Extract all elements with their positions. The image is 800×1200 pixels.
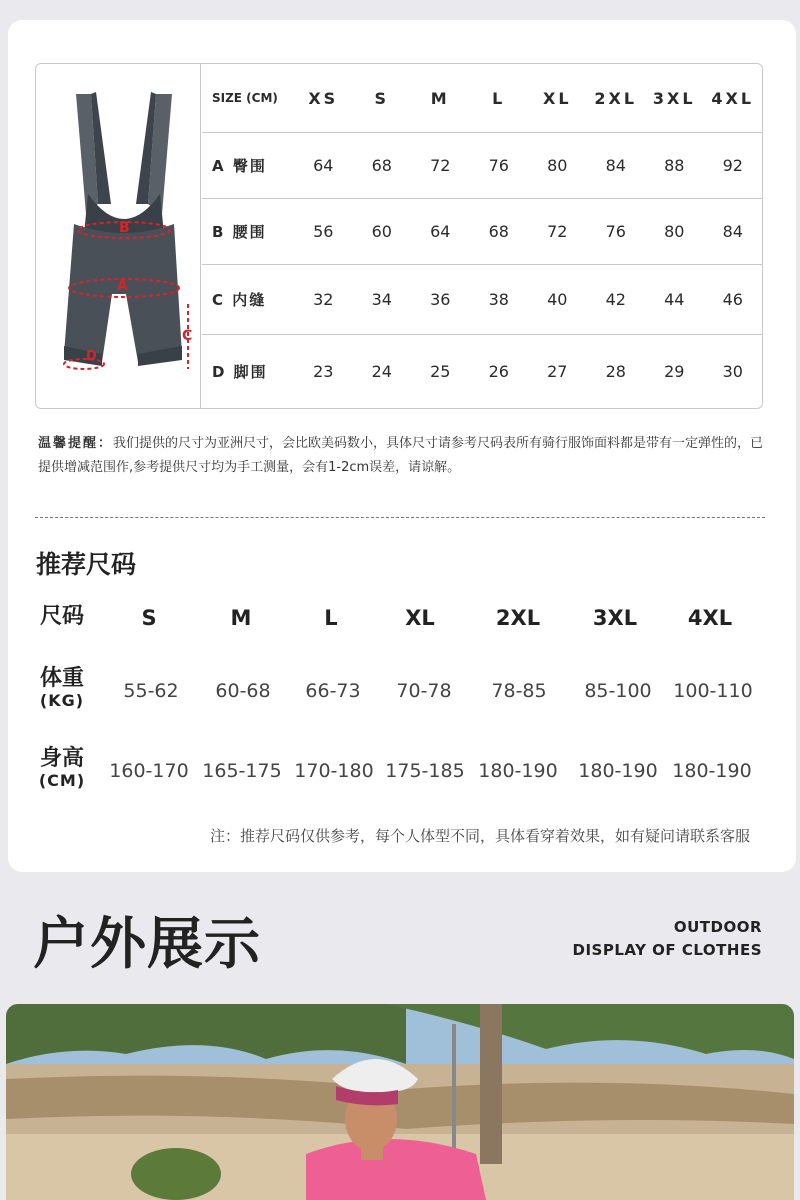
row-label: C 内缝 — [212, 291, 267, 309]
size-chart-card — [8, 20, 796, 872]
table-cell: 26 — [488, 362, 509, 381]
table-cell: 76 — [488, 156, 509, 175]
size-header-row — [202, 64, 762, 132]
table-cell: 72 — [430, 156, 451, 175]
table-cell: 60 — [371, 222, 392, 241]
recommend-size-row — [8, 604, 796, 634]
height-cell: 165-175 — [202, 760, 282, 782]
recommend-size-cell: 3XL — [592, 606, 638, 630]
table-cell: 40 — [547, 290, 568, 309]
table-cell: 92 — [722, 156, 743, 175]
weight-cell: 70-78 — [396, 680, 452, 702]
marker-a: A — [117, 278, 128, 294]
table-row — [202, 334, 762, 408]
table-cell: 24 — [371, 362, 392, 381]
height-cell: 180-190 — [578, 760, 658, 782]
weight-cell: 60-68 — [215, 680, 271, 702]
recommend-size-cell: 4XL — [687, 606, 733, 630]
table-cell: 29 — [664, 362, 685, 381]
table-row — [202, 198, 762, 264]
recommend-weight-row — [8, 666, 796, 716]
height-cell: 170-180 — [294, 760, 374, 782]
table-cell: 84 — [722, 222, 743, 241]
size-table — [35, 63, 763, 409]
height-cell: 160-170 — [109, 760, 189, 782]
table-cell: 44 — [664, 290, 685, 309]
size-header-cell: 2XL — [594, 88, 638, 108]
size-header-cell: M — [430, 88, 450, 108]
table-cell: 80 — [547, 156, 568, 175]
table-cell: 38 — [488, 290, 509, 309]
outdoor-subtitle-line1: OUTDOOR — [673, 918, 762, 936]
height-cell: 180-190 — [478, 760, 558, 782]
weight-cell: 85-100 — [584, 680, 652, 702]
size-notice — [38, 432, 768, 480]
table-cell: 30 — [722, 362, 743, 381]
table-cell: 68 — [488, 222, 509, 241]
row-label: B 腰围 — [212, 223, 267, 241]
recommend-title: 推荐尺码 — [36, 550, 137, 579]
recommend-size-cell: 2XL — [495, 606, 541, 630]
recommend-size-cell: XL — [405, 606, 435, 630]
size-header-cell: 4XL — [711, 88, 755, 108]
height-label: 身高 (CM) — [38, 746, 86, 790]
height-cell: 175-185 — [385, 760, 465, 782]
table-cell: 28 — [605, 362, 626, 381]
table-cell: 23 — [313, 362, 334, 381]
outdoor-photo — [6, 1004, 794, 1200]
weight-cell: 100-110 — [673, 680, 753, 702]
size-header-cell: XL — [542, 88, 572, 108]
marker-d: D — [86, 349, 97, 364]
table-row — [202, 132, 762, 198]
notice-text: 我们提供的尺寸为亚洲尺寸，会比欧美码数小，具体尺寸请参考尺码表所有骑行服饰面料都是带有一定弹性的，已提供增减范围作,参考提供尺寸均为手工测量，会有1-2cm误差，请谅解。 — [38, 436, 764, 475]
table-cell: 84 — [605, 156, 626, 175]
recommend-size-cell: L — [324, 606, 338, 630]
recommend-height-row — [8, 746, 796, 796]
outdoor-title: 户外展示 — [33, 912, 261, 977]
table-cell: 46 — [722, 290, 743, 309]
bib-shorts-image — [36, 64, 201, 408]
table-cell: 64 — [313, 156, 334, 175]
row-label: A 臀围 — [212, 157, 267, 175]
recommend-size-label: 尺码 — [39, 604, 84, 629]
size-header-cell: 3XL — [652, 88, 696, 108]
table-cell: 32 — [313, 290, 334, 309]
size-header-label: SIZE (CM) — [212, 91, 278, 105]
recommend-size-cell: M — [230, 606, 252, 630]
table-cell: 64 — [430, 222, 451, 241]
table-cell: 42 — [605, 290, 626, 309]
table-row — [202, 264, 762, 334]
table-cell: 27 — [547, 362, 568, 381]
table-cell: 36 — [430, 290, 451, 309]
marker-b: B — [119, 220, 130, 236]
size-grid — [202, 64, 762, 408]
size-header-cell: XS — [308, 88, 339, 108]
table-cell: 68 — [371, 156, 392, 175]
notice-label: 温馨提醒： — [38, 436, 114, 451]
table-cell: 34 — [371, 290, 392, 309]
size-header-cell: S — [374, 88, 390, 108]
weight-cell: 55-62 — [123, 680, 179, 702]
marker-c: C — [182, 328, 193, 344]
recommend-size-cell: S — [141, 606, 157, 630]
weight-cell: 78-85 — [491, 680, 547, 702]
table-cell: 76 — [605, 222, 626, 241]
weight-cell: 66-73 — [305, 680, 361, 702]
dashed-divider — [35, 517, 765, 518]
size-header-cell: L — [492, 88, 506, 108]
table-cell: 80 — [664, 222, 685, 241]
recommend-note: 注：推荐尺码仅供参考，每个人体型不同，具体看穿着效果，如有疑问请联系客服 — [209, 827, 750, 845]
outdoor-subtitle-line2: DISPLAY OF CLOTHES — [572, 941, 762, 959]
table-cell: 72 — [547, 222, 568, 241]
row-label: D 脚围 — [212, 363, 268, 381]
height-cell: 180-190 — [672, 760, 752, 782]
outdoor-subtitle — [573, 916, 762, 962]
table-cell: 88 — [664, 156, 685, 175]
table-cell: 56 — [313, 222, 334, 241]
table-cell: 25 — [430, 362, 451, 381]
weight-label: 体重 (KG) — [39, 666, 85, 710]
